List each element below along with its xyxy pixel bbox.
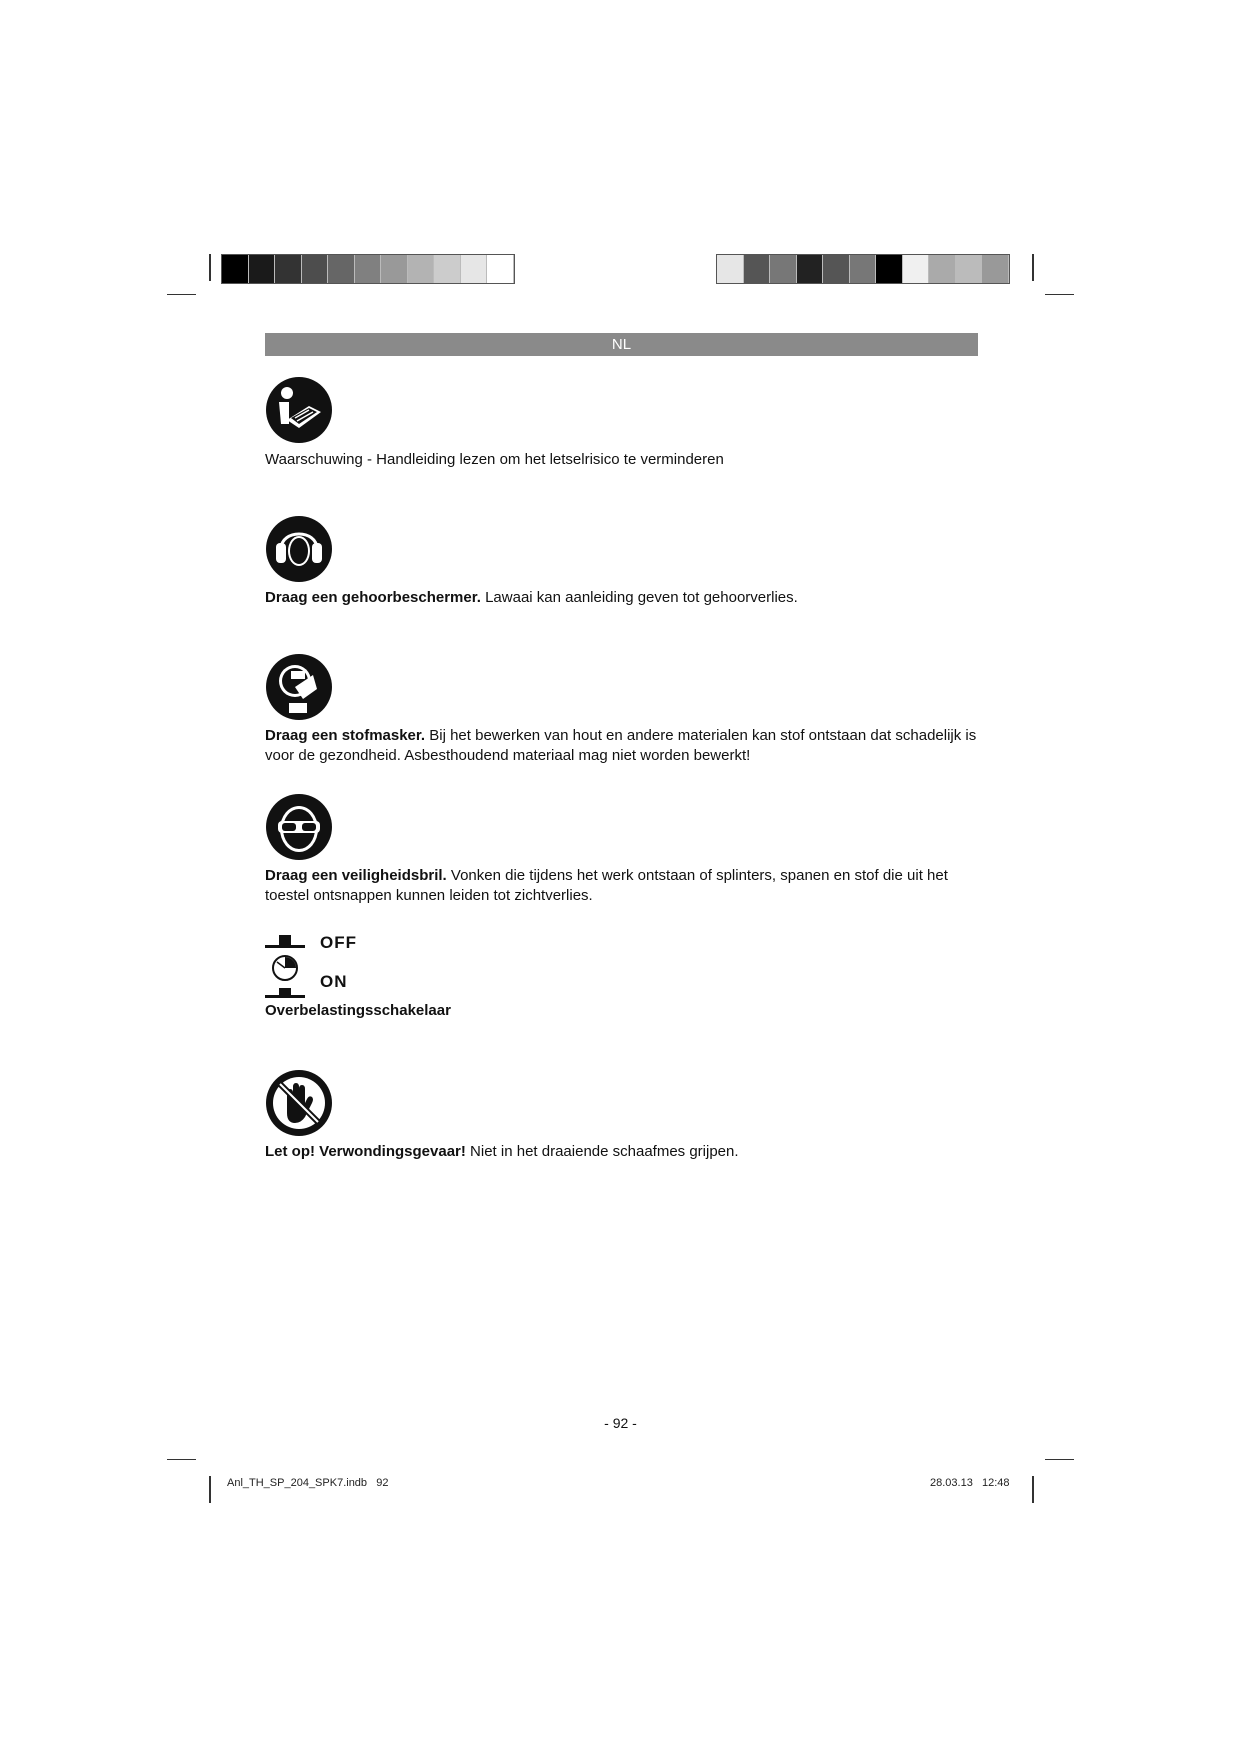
color-swatch [770,255,797,283]
color-swatch [249,255,276,283]
crop-mark [209,1476,211,1503]
color-swatch [956,255,983,283]
overload-switch-caption [265,1001,980,1021]
color-swatch [461,255,488,283]
section-body: Vonken die tijdens het werk ontstaan of splinters, spanen en stof die uit het toestel ontsnappen kunnen leiden tot zichtverlies. [265,867,948,904]
crop-mark [1032,1476,1034,1503]
color-swatch [823,255,850,283]
color-swatch [408,255,435,283]
color-swatch [876,255,903,283]
color-swatch [744,255,771,283]
color-swatch [434,255,461,283]
overload-switch-icon [265,935,305,1000]
section-body: Waarschuwing - Handleiding lezen om het letselrisico te verminderen [265,451,724,468]
safety-goggles-icon [265,793,333,861]
section-bold: Draag een stofmasker. [265,727,426,744]
section-body: Niet in het draaiende schaafmes grijpen. [465,1143,739,1160]
caption-text: Overbelastingsschakelaar [265,1002,451,1019]
color-swatch [355,255,382,283]
color-swatch [328,255,355,283]
section-bold: Draag een gehoorbeschermer. [265,589,481,606]
file-name: Anl_TH_SP_204_SPK7.indb 92 [227,1477,389,1489]
date-time: 28.03.13 12:48 [930,1477,1010,1489]
color-swatch [903,255,930,283]
dust-mask-icon [265,653,333,721]
color-swatch [222,255,249,283]
section-text-dust-mask [265,726,980,766]
crop-mark [1045,294,1074,295]
color-swatch [717,255,744,283]
crop-mark [167,1459,196,1460]
color-swatch [275,255,302,283]
switch-on-label: ON [320,972,348,991]
color-swatch [487,255,514,283]
color-swatch [797,255,824,283]
color-swatch [982,255,1009,283]
section-bold: Draag een veiligheidsbril. [265,867,447,884]
read-manual-icon [265,376,333,444]
switch-off-label: OFF [320,933,357,952]
color-swatch [302,255,329,283]
crop-mark [167,294,196,295]
section-body: Lawaai kan aanleiding geven tot gehoorverlies. [480,589,798,606]
section-text-hearing [265,588,980,608]
hearing-protection-icon [265,515,333,583]
color-swatch [381,255,408,283]
no-hands-icon [265,1069,333,1137]
page-number: - 92 - [604,1415,637,1431]
color-calibration-bar-right [716,254,1010,284]
crop-mark [1045,1459,1074,1460]
crop-mark [1032,254,1034,281]
language-header: NL [265,333,978,356]
section-bold: Let op! Verwondingsgevaar! [265,1143,466,1160]
color-swatch [850,255,877,283]
section-text-goggles [265,866,980,906]
color-swatch [929,255,956,283]
section-text-read-manual [265,450,980,470]
section-body: Bij het bewerken van hout en andere materialen kan stof ontstaan dat schadelijk is voor de gezondheid. Asbesthoudend materiaal mag niet worden bewerkt! [265,727,977,764]
crop-mark [209,254,211,281]
color-calibration-bar-left [221,254,515,284]
section-text-no-hands [265,1142,980,1162]
